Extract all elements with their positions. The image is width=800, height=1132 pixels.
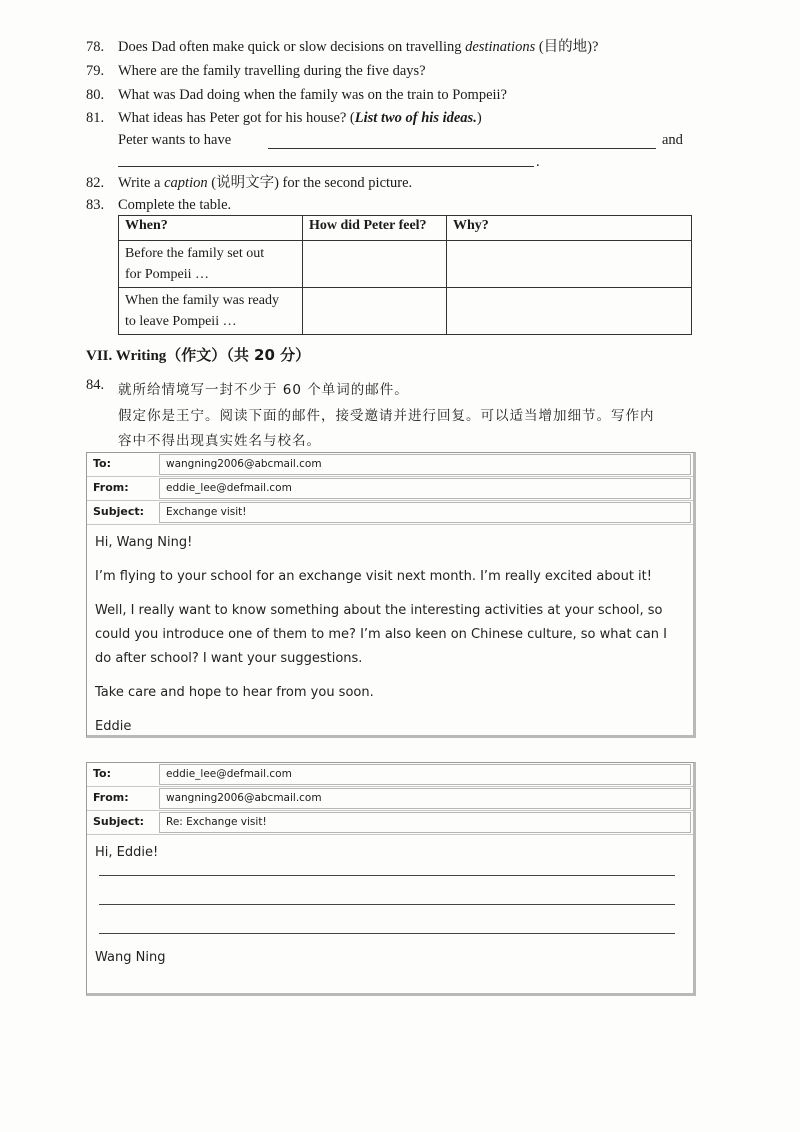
writing-line[interactable] — [99, 933, 675, 934]
writing-line[interactable] — [99, 875, 675, 876]
question-84 — [86, 376, 118, 394]
email-to-field: wangning2006@abcmail.com — [159, 454, 691, 475]
question-text: What was Dad doing when the family was on the train to Pompeii? — [118, 87, 507, 103]
table-cell-feel[interactable] — [303, 288, 447, 335]
email-body — [87, 525, 693, 755]
question-text-cn: (说明文字) for the second picture. — [207, 175, 413, 191]
email-to-label: To: — [93, 767, 111, 780]
table-header-when: When? — [119, 216, 303, 241]
question-text-cn: (目的地)? — [535, 39, 599, 55]
q84-line-2: 假定你是王宁。阅读下面的邮件，接受邀请并进行回复。可以适当增加细节。写作内 — [118, 408, 655, 424]
email-paragraph: Take care and hope to hear from you soon. — [95, 685, 374, 700]
question-number: 84. — [86, 377, 105, 393]
section-heading — [86, 344, 310, 365]
question-text: Complete the table. — [118, 197, 232, 213]
question-79 — [86, 62, 426, 80]
writing-line[interactable] — [99, 904, 675, 905]
email-subject-row — [87, 501, 693, 525]
email-subject-field: Exchange visit! — [159, 502, 691, 523]
email-to-row — [87, 453, 693, 477]
q84-line-3: 容中不得出现真实姓名与校名。 — [118, 433, 321, 449]
question-text: ) — [476, 110, 482, 126]
table-header-feel: How did Peter feel? — [303, 216, 447, 241]
question-number: 80. — [86, 87, 105, 103]
email-subject-label: Subject: — [93, 815, 145, 828]
q81-answer-line-1[interactable] — [268, 148, 656, 149]
question-text-italic: caption — [164, 175, 208, 191]
question-number: 79. — [86, 63, 105, 79]
email-subject-row — [87, 811, 693, 835]
email-to-row — [87, 763, 693, 787]
question-text: Where are the family travelling during the five days? — [118, 63, 426, 79]
table-header-why: Why? — [447, 216, 692, 241]
email-from-label: From: — [93, 791, 129, 804]
email-signature: Eddie — [95, 719, 132, 734]
question-78 — [86, 38, 598, 56]
table-row — [119, 288, 692, 335]
email-from-row — [87, 787, 693, 811]
q81-period: . — [536, 154, 540, 170]
section-score: （共 20 分） — [226, 346, 311, 364]
q81-prompt: Peter wants to have — [118, 132, 232, 148]
section-cn-title: （作文） — [166, 346, 227, 364]
email-paragraph: Well, I really want to know something about the interesting activities at your school, so could you introduce one of them to me? I’m also keen on Chinese culture, so what can I do after school? I want your suggestions. — [95, 603, 668, 666]
question-text: What ideas has Peter got for his house? ( — [118, 110, 355, 126]
table-cell-why[interactable] — [447, 241, 692, 288]
email-from-row — [87, 477, 693, 501]
question-number: 83. — [86, 197, 105, 213]
email-to-field: eddie_lee@defmail.com — [159, 764, 691, 785]
table-row — [119, 241, 692, 288]
question-text-bold-italic: List two of his ideas. — [354, 110, 477, 126]
email-greeting: Hi, Eddie! — [95, 845, 159, 860]
email-from-label: From: — [93, 481, 129, 494]
question-80 — [86, 86, 507, 104]
question-text-italic: destinations — [465, 39, 536, 55]
question-83 — [86, 196, 231, 214]
table-cell-why[interactable] — [447, 288, 692, 335]
q84-line-1: 就所给情境写一封不少于 60 个单词的邮件。 — [118, 382, 409, 398]
table-cell-when: When the family was ready to leave Pompeii … — [119, 288, 303, 335]
email-from-field: eddie_lee@defmail.com — [159, 478, 691, 499]
email-subject-field: Re: Exchange visit! — [159, 812, 691, 833]
email-signature: Wang Ning — [95, 950, 166, 965]
q81-answer-line-2[interactable] — [118, 166, 534, 167]
question-text: Does Dad often make quick or slow decisions on travelling — [118, 39, 466, 55]
table-cell-feel[interactable] — [303, 241, 447, 288]
question-number: 81. — [86, 110, 105, 126]
email-paragraph: I’m flying to your school for an exchange visit next month. I’m really excited about it! — [95, 569, 652, 584]
question-81 — [86, 109, 482, 127]
email-subject-label: Subject: — [93, 505, 145, 518]
table-header-row — [119, 216, 692, 241]
email-from-eddie — [86, 452, 696, 738]
question-number: 78. — [86, 39, 105, 55]
question-text: Write a — [118, 175, 165, 191]
email-greeting: Hi, Wang Ning! — [95, 535, 193, 550]
email-to-label: To: — [93, 457, 111, 470]
section-title: VII. Writing — [86, 348, 167, 364]
email-body — [87, 835, 693, 974]
email-reply — [86, 762, 696, 996]
feelings-table — [118, 215, 692, 335]
question-82 — [86, 174, 412, 192]
question-number: 82. — [86, 175, 105, 191]
email-from-field: wangning2006@abcmail.com — [159, 788, 691, 809]
table-cell-when: Before the family set out for Pompeii … — [119, 241, 303, 288]
q81-and: and — [662, 132, 683, 148]
